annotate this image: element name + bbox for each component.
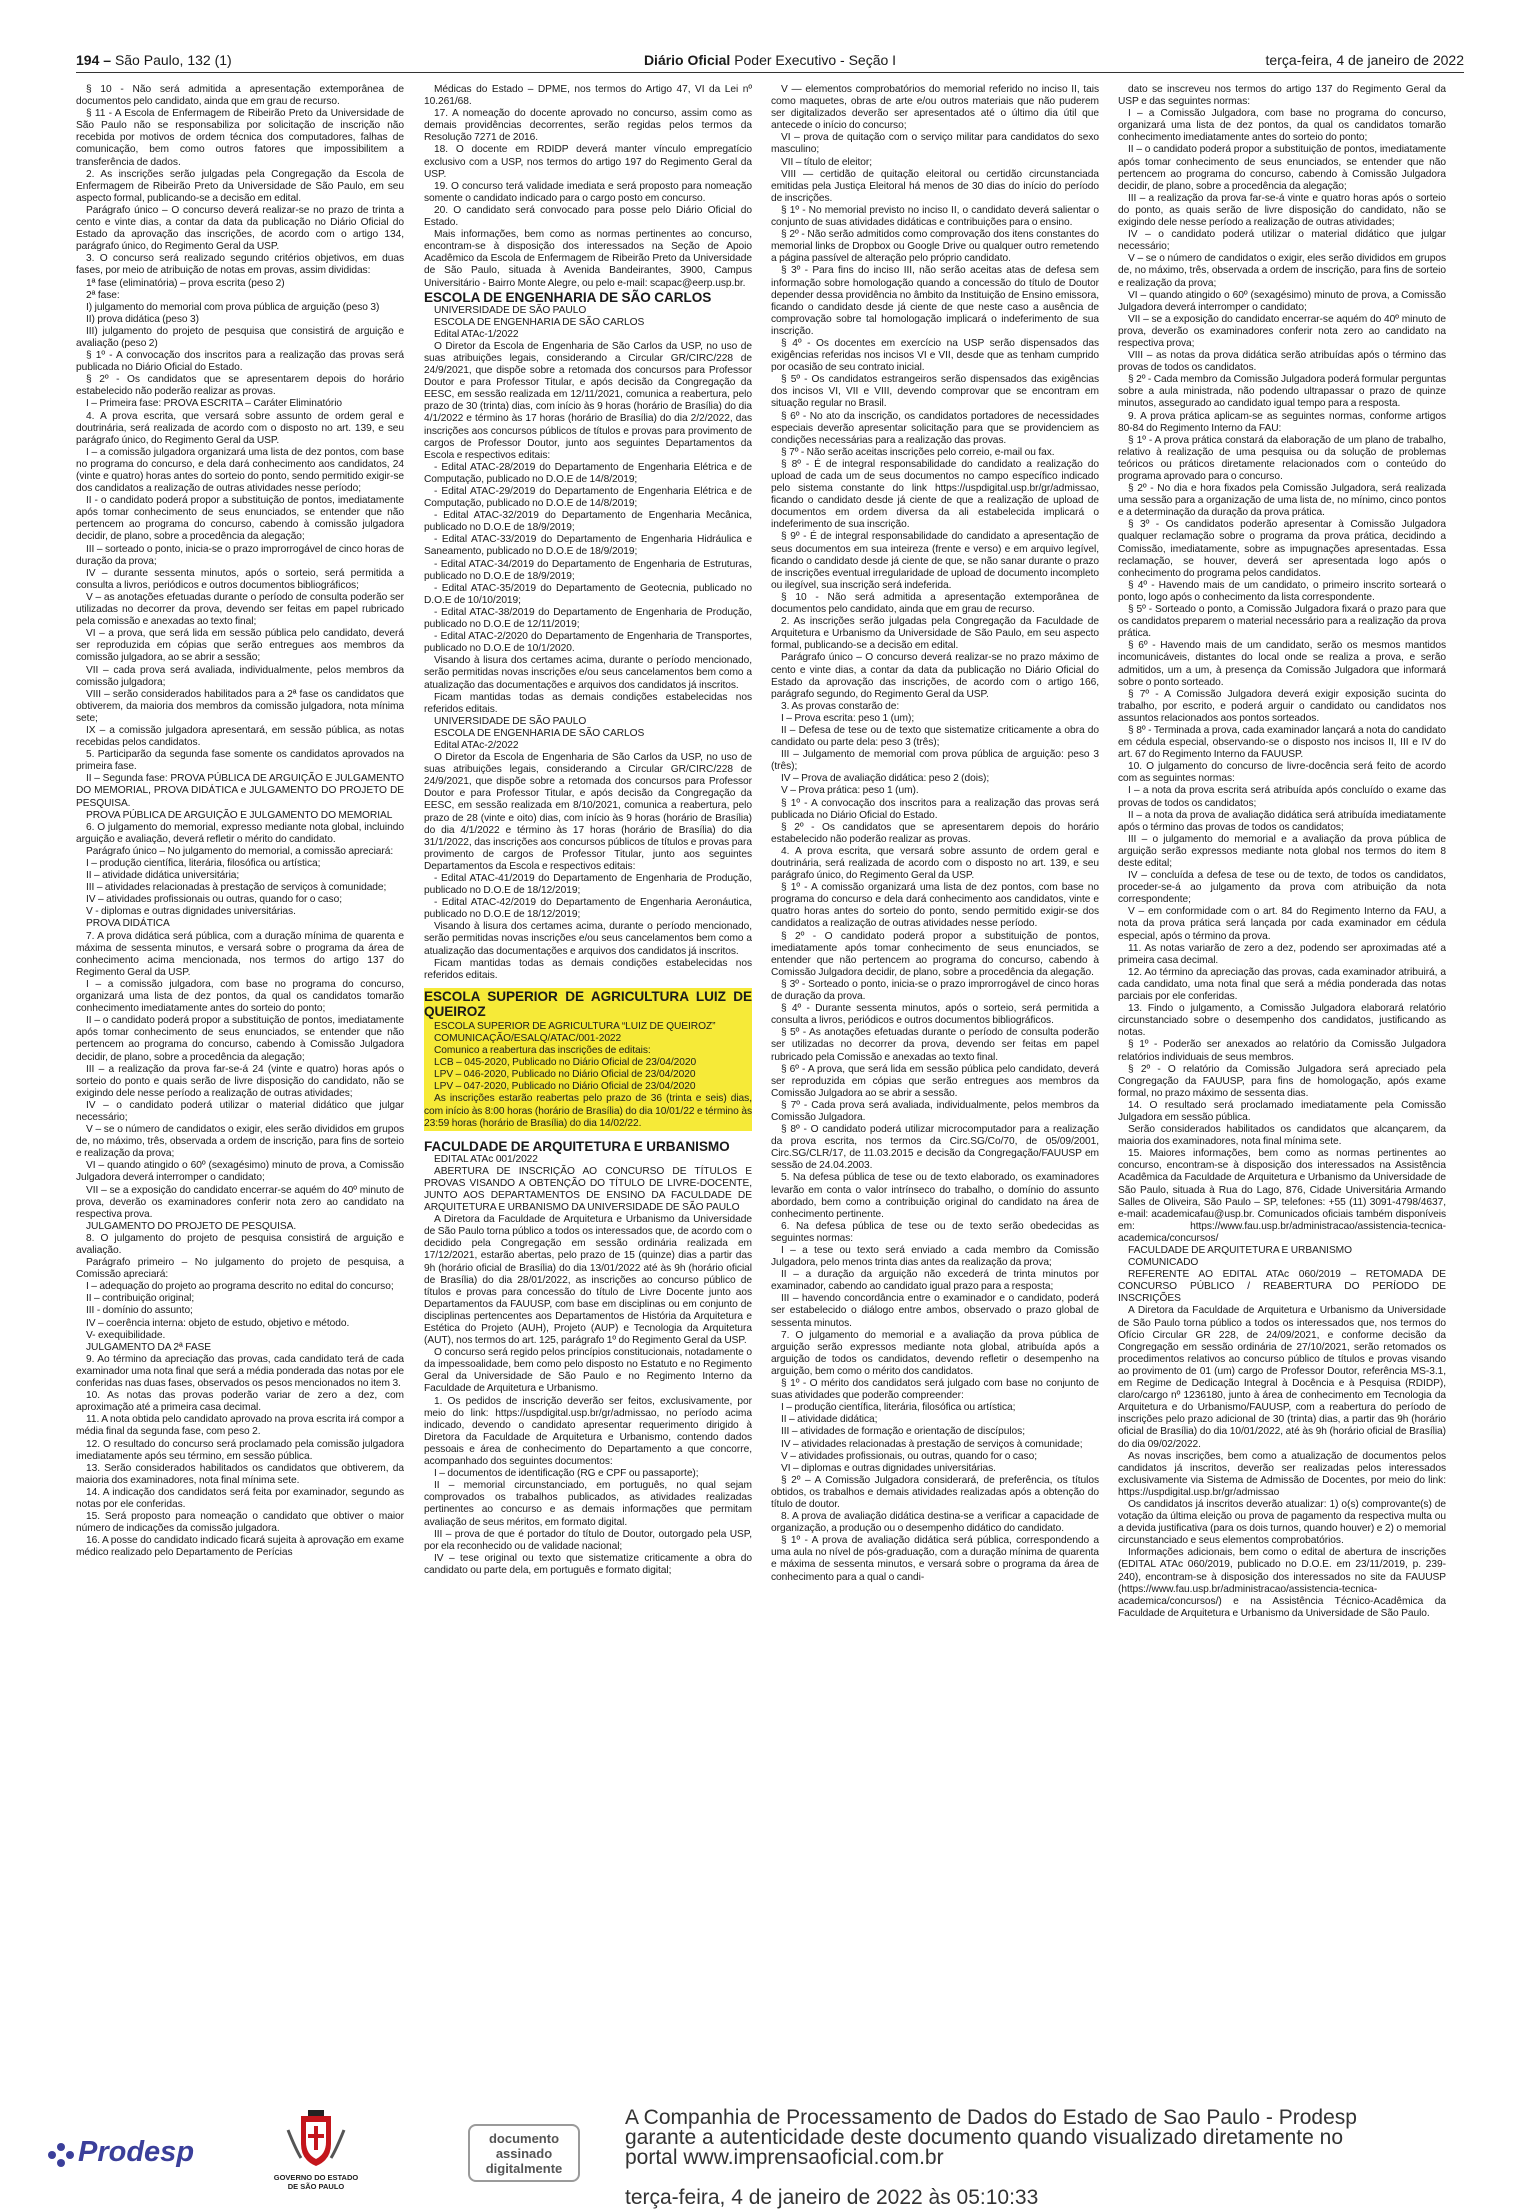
paragraph: I – a Comissão Julgadora, com base no programa do concurso, organizará uma lista de dez pontos, da qual os candidatos tomarão conhecimento imediatamente antes do sorteio do ponto; (1118, 108, 1446, 144)
paragraph: 11. A nota obtida pelo candidato aprovado na prova escrita irá compor a média final da segunda fase, com peso 2. (76, 1414, 404, 1438)
paragraph: FACULDADE DE ARQUITETURA E URBANISMO (1128, 1245, 1352, 1256)
paragraph: I – documentos de identificação (RG e CPF ou passaporte); (434, 1468, 699, 1480)
highlighted-line: As inscrições estarão reabertas pelo prazo de 36 (trinta e seis) dias, com início às 8:00 horas (horário de Brasília) do dia 10/01/22 e término às 23:59 horas (horário de Brasília) do dia 14/02/22. (424, 1093, 752, 1129)
paragraph: I – produção científica, literária, filosófica ou artística; (86, 858, 321, 869)
paragraph: § 11 - A Escola de Enfermagem de Ribeirão Preto da Universidade de São Paulo não se responsabiliza por solicitação de inscrição não recebida por motivos de ordem técnica dos computadores, falhas de comunicação, bem como outros fatores que impossibilitem a transferência de dados. (76, 108, 404, 168)
paragraph: COMUNICADO (1128, 1257, 1199, 1269)
paragraph: Informações adicionais, bem como o edital de abertura de inscrições (EDITAL ATAc 060/2019, publicado no D.O.E. em 23/11/2019, p. 239-240), encontram-se à disposição dos interessados no site da FAUUSP (https://www.fau.usp.br/administracao/assistencia-tecnica-academica/concursos/) e na Assistência Técnico-Acadêmica da Faculdade de Arquitetura e Urbanismo da Universidade de São Paulo. (1118, 1547, 1446, 1619)
paragraph: JULGAMENTO DA 2ª FASE (86, 1341, 212, 1353)
paragraph: Médicas do Estado – DPME, nos termos do Artigo 47, VI da Lei nº 10.261/68. (424, 84, 752, 108)
paragraph: IV – atividades profissionais ou outras, quando for o caso; (86, 894, 342, 906)
paragraph: I – a comissão julgadora, com base no programa do concurso, organizará uma lista de dez pontos, da qual os candidatos tomarão conhecimento imediatamente antes do sorteio do ponto; (76, 978, 404, 1015)
paragraph: PROVA DIDÁTICA (86, 918, 170, 930)
paragraph: 4. A prova escrita, que versará sobre assunto de ordem geral e doutrinária, será realizada de acordo com o disposto no art. 139, e seu parágrafo único, do Regimento Geral da USP. (76, 410, 404, 446)
paragraph: § 8º - Terminada a prova, cada examinador lançará a nota do candidato em cédula especial, observando-se o disposto nos incisos II, III e IV do art. 67 do Regimento Interno da FAUUSP. (1118, 724, 1446, 761)
paragraph: § 5º - Sorteado o ponto, a Comissão Julgadora fixará o prazo para que os candidatos preparem o material necessário para a realização da prova prática. (1118, 604, 1446, 640)
paragraph: Parágrafo primeiro – No julgamento do projeto de pesquisa, a Comissão apreciará: (76, 1257, 404, 1281)
paragraph: I – Primeira fase: PROVA ESCRITA – Caráter Eliminatório (86, 398, 343, 410)
paragraph: 4. A prova escrita, que versará sobre assunto de ordem geral e doutrinária, será realizada de acordo com o disposto no art. 139, e seu parágrafo único, do Regimento Geral da USP. (771, 845, 1099, 882)
paragraph: V – em conformidade com o art. 84 do Regimento Interno da FAU, a nota da prova prática será lançada por cada examinador em cédula especial, após o término da prova. (1118, 906, 1446, 942)
paragraph: - Edital ATAC-34/2019 do Departamento de Engenharia de Estruturas, publicado no D.O.E de 18/9/2019; (424, 558, 752, 582)
paragraph: § 9º - É de integral responsabilidade do candidato a apresentação de seus documentos em sua inteireza (frente e verso) e em arquivo legível, ficando o candidato desde já ciente de que, se não sanar durante o prazo de inscrições eventual irregularidade de upload de documento incompleto ou ilegível, sua inscrição será indeferida. (771, 531, 1099, 591)
paragraph: V - diplomas e outras dignidades universitárias. (86, 906, 296, 918)
paragraph: VI – prova de quitação com o serviço militar para candidatos do sexo masculino; (771, 132, 1099, 156)
paragraph: Serão considerados habilitados os candidatos que alcançarem, da maioria dos examinadores, nota final mínima sete. (1118, 1124, 1446, 1148)
eesc-section (424, 290, 752, 982)
paragraph: 14. O resultado será proclamado imediatamente pela Comissão Julgadora em sessão pública. (1118, 1099, 1446, 1123)
esalq-body (424, 1021, 752, 1130)
paragraph: 5. Participarão da segunda fase somente os candidatos aprovados na primeira fase. (76, 749, 404, 773)
paragraph: ESCOLA DE ENGENHARIA DE SÃO CARLOS (434, 727, 645, 739)
paragraph: § 3º - Os candidatos poderão apresentar à Comissão Julgadora qualquer reclamação sobre o programa da prova prática, decidindo a Comissão, imediatamente, sobre as impugnações apresentadas. Essa reclamação, se houver, deverá ser apresentada logo após o conhecimento do programa pelos candidatos. (1118, 519, 1446, 579)
footer (0, 2090, 1522, 2210)
paragraph: § 1º - A prova de avaliação didática será pública, correspondendo a uma aula no nível de pós-graduação, com a duração mínima de quarenta e máxima de sessenta minutos, e versará sobre o programa da área de conhecimento para a qual o candi- (771, 1535, 1099, 1583)
paragraph: II – Defesa de tese ou de texto que sistematize criticamente a obra do candidato ou parte dela: peso 3 (três); (771, 724, 1099, 749)
highlighted-line: LCB – 045-2020, Publicado no Diário Oficial de 23/04/2020 (434, 1057, 697, 1069)
paragraph: § 1º - O mérito dos candidatos será julgado com base no conjunto de suas atividades que poderão compreender: (771, 1378, 1099, 1402)
paragraph: O Diretor da Escola de Engenharia de São Carlos da USP, no uso de suas atribuições legais, considerando a Circular GR/CIRC/228 de 24/9/2021, que dispõe sobre a retomada dos concursos para Professor Doutor e para Professor Titular, e após decisão da Congregação da EESC, em sessão realizada em 8/10/2021, comunica a reabertura, pelo prazo de 28 (vinte e oito) dias, com início às 9 horas (horário de Brasília) do dia 4/1/2022 e término às 17 horas (horário de Brasília) do dia 31/1/2022, das inscrições aos concursos públicos de títulos e provas para provimento de cargos de Professor Titular, junto aos seguintes Departamentos da Escola e respectivos editais: (424, 752, 752, 872)
paragraph: 18. O docente em RDIDP deverá manter vínculo empregatício exclusivo com a USP, nos termos do artigo 197 do Regimento Geral da USP. (424, 144, 752, 180)
paragraph: I) julgamento do memorial com prova pública de arguição (peso 3) (86, 301, 380, 313)
paragraph: VI – a prova, que será lida em sessão pública pelo candidato, deverá ser reproduzida em cópias que serão entregues aos membros da comissão julgadora, ao se abrir a sessão; (76, 628, 404, 664)
paragraph: 6. Na defesa pública de tese ou de texto serão obedecidas as seguintes normas: (771, 1220, 1099, 1244)
paragraph: dato se inscreveu nos termos do artigo 137 do Regimento Geral da USP e das seguintes normas: (1118, 84, 1446, 108)
paragraph: A Diretora da Faculdade de Arquitetura e Urbanismo da Universidade de São Paulo torna público a todos os interessados que, de acordo com o decidido pela Congregação em sessão ordinária realizada em 17/12/2021, estarão abertas, pelo prazo de 15 (quinze) dias a partir das 9h (horário oficial de Brasília) do dia 13/01/2022 até às 9h (horário oficial de Brasília) do dia 28/01/2022, as inscrições ao concurso público de títulos e provas para concessão do título de Livre Docente junto aos Departamentos da FAUUSP, com base em disciplinas ou em conjunto de disciplinas pertencentes aos Departamentos de História da Arquitetura e Estética do Projeto (AUH), Projeto (AUP) e Tecnologia da Arquitetura (AUT), nos termos do art. 125, parágrafo 1º do Regimento Geral da USP. (424, 1214, 752, 1347)
paragraph: 1ª fase (eliminatória) – prova escrita (peso 2) (86, 277, 285, 289)
paragraph: V – Prova prática: peso 1 (um). (781, 785, 919, 797)
paragraph: I – a nota da prova escrita será atribuída após concluído o exame das provas de todos os candidatos; (1118, 785, 1446, 809)
column-3 (771, 84, 1099, 1704)
paragraph: § 7º - A Comissão Julgadora deverá exigir exposição sucinta do trabalho, por escrito, e poderá arguir o candidato ou candidatos nos assuntos relacionados aos pontos sorteados. (1118, 688, 1446, 724)
column-4 (1118, 84, 1446, 1704)
paragraph: II) prova didática (peso 3) (86, 313, 199, 325)
paragraph: § 2º - Os candidatos que se apresentarem depois do horário estabelecido não poderão realizar as provas. (771, 821, 1099, 845)
paragraph: III) julgamento do projeto de pesquisa que consistirá de arguição e avaliação (peso 2) (76, 325, 404, 349)
esalq-title: ESCOLA SUPERIOR DE AGRICULTURA LUIZ DE QUEIROZ (424, 988, 752, 1019)
paragraph: V – se o número de candidatos o exigir, eles serão divididos em grupos de, no máximo, três, observada a ordem de inscrição, para fins de sorteio e realização da prova; (1118, 253, 1446, 289)
paragraph: II – atividade didática universitária; (86, 870, 240, 882)
paragraph: 5. Na defesa pública de tese ou de texto elaborado, os examinadores levarão em conta o valor intrínseco do trabalho, o domínio do assunto abordado, bem como a contribuição original do candidato na área de conhecimento pertinente. (771, 1172, 1099, 1220)
paragraph: § 1º - A convocação dos inscritos para a realização das provas será publicada no Diário Oficial do Estado. (771, 797, 1099, 821)
paragraph: A Diretora da Faculdade de Arquitetura e Urbanismo da Universidade de São Paulo torna público a todos os interessados que, nos termos do Ofício Circular GR 228, de 24/09/2021, e conforme decisão da Congregação em sessão ordinária de 27/10/2021, serão retomados os procedimentos relativos ao concurso público de títulos e provas visando ao provimento de 01 (um) cargo de Professor Doutor, referência MS-3.1, em Regime de Dedicação Integral à Docência e à Pesquisa (RDIDP), claro/cargo nº 1236180, junto à área de conhecimento em Tecnologia da Arquitetura e do Urbanismo/FAUUSP, com a reabertura do período de inscrições pelo prazo adicional de 30 (trinta) dias, a partir das 9h (horário oficial de Brasília) do dia 10/01/2022, até às 9h (horário oficial de Brasília) do dia 09/02/2022. (1118, 1305, 1446, 1450)
paragraph: § 8º - É de integral responsabilidade do candidato a realização do upload de cada um de seus documentos no campo específico indicado pelo sistema constante do link https://uspdigital.usp.br/gr/admissao, ficando o candidato desde já ciente de que a realização de upload de documentos em ordem diversa da ali estabelecida implicará o indeferimento de sua inscrição. (771, 458, 1099, 531)
paragraph: VIII – serão considerados habilitados para a 2ª fase os candidatos que obtiverem, da maioria dos membros da comissão julgadora, nota mínima sete; (76, 688, 404, 724)
paragraph: VII – título de eleitor; (781, 156, 873, 168)
paragraph: V – atividades profissionais, ou outras, quando for o caso; (781, 1450, 1037, 1462)
paragraph: I – adequação do projeto ao programa descrito no edital do concurso; (86, 1281, 394, 1293)
paragraph: 9. A prova prática aplicam-se as seguintes normas, conforme artigos 80-84 do Regimento Interno da FAU: (1118, 410, 1446, 434)
paragraph: ABERTURA DE INSCRIÇÃO AO CONCURSO DE TÍTULOS E PROVAS VISANDO A OBTENÇÃO DO TÍTULO DE LIVRE-DOCENTE, JUNTO AOS DEPARTAMENTOS DE ENSINO DA FACULDADE DE ARQUITETURA E URBANISMO DA UNIVERSIDADE DE SÃO PAULO (424, 1165, 752, 1214)
paragraph: 11. As notas variarão de zero a dez, podendo ser aproximadas até a primeira casa decimal. (1118, 942, 1446, 966)
paragraph: 14. A indicação dos candidatos será feita por examinador, segundo as notas por ele conferidas. (76, 1486, 404, 1510)
paragraph: 8. A prova de avaliação didática destina-se a verificar a capacidade de organização, a produção ou o desempenho didático do candidato. (771, 1511, 1099, 1535)
paragraph: § 1º - A convocação dos inscritos para a realização das provas será publicada no Diário Oficial do Estado. (76, 350, 404, 374)
state-coat-of-arms-icon (270, 2110, 362, 2172)
eesc-body (424, 305, 752, 982)
page-header (76, 52, 1464, 73)
paragraph: II - o candidato poderá propor a substituição de pontos, imediatamente após tomar conhecimento de seus enunciados, se entender que não pertencem ao programa do concurso, cabendo à comissão julgadora decidir, de plano, sobre a procedência da alegação; (76, 495, 404, 543)
paragraph: § 2º - O relatório da Comissão Julgadora será apreciado pela Congregação da FAUUSP, para fins de homologação, após exame formal, no prazo máximo de sessenta dias. (1118, 1063, 1446, 1099)
paragraph: Os candidatos já inscritos deverão atualizar: 1) o(s) comprovante(s) de votação da última eleição ou prova de pagamento da respectiva multa ou a devida justificativa (para os dois turnos, quando houver) e 2) o memorial circunstanciado e seus elementos comprobatórios. (1118, 1498, 1446, 1547)
paragraph: VI – quando atingido o 60º (sexagésimo) minuto de prova, a Comissão Julgadora deverá interromper o candidato; (1118, 289, 1446, 313)
paragraph: 13. Findo o julgamento, a Comissão Julgadora elaborará relatório circunstanciado sobre o desempenho dos candidatos, justificando as notas. (1118, 1003, 1446, 1039)
paragraph: Parágrafo único – No julgamento do memorial, a comissão apreciará: (86, 845, 394, 857)
paragraph: PROVA PÚBLICA DE ARGUIÇÃO E JULGAMENTO DO MEMORIAL (86, 809, 393, 821)
paragraph: 16. A posse do candidato indicado ficará sujeita à aprovação em exame médico realizado pelo Departamento de Perícias (76, 1535, 404, 1559)
paragraph: § 8º - O candidato poderá utilizar microcomputador para a realização da prova escrita, nos termos da Circ.SG/Co/70, de 05/09/2001, Circ.SG/CLR/17, de 11.03.2015 e decisão da Congregação/FAUUSP em sessão de 24.04.2003. (771, 1124, 1099, 1172)
paragraph: V — elementos comprobatórios do memorial referido no inciso II, tais como maquetes, obras de arte e/ou outros materiais que não puderem ser digitalizados deverão ser apresentados até o último dia útil que antecede o início do concurso; (771, 84, 1099, 132)
paragraph: III – a realização da prova far-se-á 24 (vinte e quatro) horas após o sorteio do ponto e quais serão de livre disposição do candidato, não se exigindo dele nesse período a realização de outras atividades; (76, 1063, 404, 1099)
publication-timestamp: terça-feira, 4 de janeiro de 2022 às 05:10:33 (625, 2186, 1039, 2209)
paragraph: IV – tese original ou texto que sistematize criticamente a obra do candidato ou parte dela, em português e formato digital; (424, 1552, 752, 1576)
paragraph: § 1º - A comissão organizará uma lista de dez pontos, com base no programa do concurso e dela dará conhecimento aos candidatos, vinte e quatro horas antes do sorteio do ponto, sendo permitido exigir-se dos candidatos a realização de outras atividades nesse período. (771, 882, 1099, 930)
paragraph: II – a duração da arguição não excederá de trinta minutos por examinador, cabendo ao candidato igual prazo para a resposta; (771, 1269, 1099, 1293)
paragraph: § 2º - Os candidatos que se apresentarem depois do horário estabelecido não poderão realizar as provas. (76, 374, 404, 398)
paragraph: II – atividade didática; (781, 1414, 878, 1426)
paragraph: - Edital ATAC-29/2019 do Departamento de Engenharia Elétrica e de Computação, publicado no D.O.E de 14/8/2019; (424, 486, 752, 510)
paragraph: 2. As inscrições serão julgadas pela Congregação da Escola de Enfermagem de Ribeirão Preto da Universidade de São Paulo, em seu aspecto formal, publicando-se a decisão em edital. (76, 168, 404, 204)
paragraph: IV – concluída a defesa de tese ou de texto, de todos os candidatos, proceder-se-á ao julgamento da prova com atribuição da nota correspondente; (1118, 870, 1446, 906)
paragraph: IX – a comissão julgadora apresentará, em sessão pública, as notas recebidas pelos candidatos. (76, 724, 404, 749)
paragraph: § 7º - Cada prova será avaliada, individualmente, pelos membros da Comissão Julgadora. (771, 1099, 1099, 1123)
paragraph: § 2º - O candidato poderá propor a substituição de pontos, imediatamente após tomar conhecimento de seus enunciados, se entender que não pertencem ao programa do concurso, cabendo à Comissão Julgadora decidir, de plano, sobre a procedência da alegação. (771, 930, 1099, 978)
paragraph: Ficam mantidas todas as demais condições estabelecidas nos referidos editais. (424, 957, 752, 981)
paragraph: § 2º - No dia e hora fixados pela Comissão Julgadora, será realizada uma sessão para a organização de uma lista de, no mínimo, cinco pontos e a determinação da duração da prova prática. (1118, 483, 1446, 519)
prodesp-mark-icon (44, 2138, 78, 2172)
paragraph: 3. O concurso será realizado segundo critérios objetivos, em duas fases, por meio de atribuição de notas em provas, assim divididas: (76, 253, 404, 277)
paragraph: IV – atividades relacionadas à prestação de serviços à comunidade; (781, 1438, 1083, 1450)
digitally-signed-stamp: documento assinado digitalmente (468, 2124, 580, 2182)
paragraph: 3. As provas constarão de: (781, 700, 900, 712)
paragraph: III – o julgamento do memorial e a avaliação da prova pública de arguição serão expressos mediante nota global nos termos do item 8 deste edital; (1118, 833, 1446, 869)
paragraph: 7. A prova didática será pública, com a duração mínima de quarenta e máxima de sessenta minutos, e versará sobre o programa da área de conhecimento acima mencionada, nos termos do artigo 137 do Regimento Geral da USP. (76, 930, 404, 978)
paragraph: I – a comissão julgadora organizará uma lista de dez pontos, com base no programa do concurso, e dela dará conhecimento aos candidatos, 24 (vinte e quatro) horas antes do sorteio do ponto, sendo permitido exigir-se dos candidatos a realização de outras atividades nesse período; (76, 446, 404, 495)
paragraph: - Edital ATAC-32/2019 do Departamento de Engenharia Mecânica, publicado no D.O.E de 18/9/2019; (424, 510, 752, 534)
paragraph: IV – coerência interna: objeto de estudo, objetivo e método. (86, 1317, 350, 1329)
paragraph: 1. Os pedidos de inscrição deverão ser feitos, exclusivamente, por meio do link: https://uspdigital.usp.br/gr/admissao, no período acima indicado, devendo o candidato apresentar requerimento dirigido à Diretora da Faculdade de Arquitetura e Urbanismo, contendo dados pessoais e área de conhecimento do Departamento a que concorre, acompanhado dos seguintes documentos: (424, 1395, 752, 1468)
paragraph: V – se o número de candidatos o exigir, eles serão divididos em grupos de, no máximo, três, observada a ordem de inscrição, para fins de sorteio e realização da prova; (76, 1124, 404, 1160)
edition-info: São Paulo, 132 (1) (114, 52, 232, 68)
paragraph: V – as anotações efetuadas durante o período de consulta poderão ser utilizadas no decorrer da prova, devendo ser feitas em papel rubricado pela comissão e anexadas ao texto final; (76, 591, 404, 628)
paragraph: § 1º - No memorial previsto no inciso II, o candidato deverá salientar o conjunto de suas atividades didáticas e contribuições para o ensino. (771, 204, 1099, 229)
journal-title (76, 52, 1464, 68)
paragraph: VI – quando atingido o 60º (sexagésimo) minuto de prova, a Comissão Julgadora deverá interromper o candidato; (76, 1160, 404, 1184)
paragraph: VIII – as notas da prova didática serão atribuídas após o término das provas de todos os candidatos. (1118, 350, 1446, 374)
prodesp-logo (44, 2136, 214, 2170)
paragraph: § 5º - As anotações efetuadas durante o período de consulta poderão ser utilizadas no decorrer da prova, devendo ser feitas em papel rubricado pela Comissão e anexadas ao texto final. (771, 1027, 1099, 1063)
paragraph: - Edital ATAC-35/2019 do Departamento de Geotecnia, publicado no D.O.E de 10/10/2019; (424, 582, 752, 606)
paragraph: UNIVERSIDADE DE SÃO PAULO (434, 715, 587, 727)
prodesp-wordmark: Prodesp (78, 2136, 195, 2168)
paragraph: I – Prova escrita: peso 1 (um); (781, 712, 915, 724)
paragraph: 15. Será proposto para nomeação o candidato que obtiver o maior número de indicações da comissão julgadora. (76, 1511, 404, 1535)
paragraph: § 7º - Não serão aceitas inscrições pelo correio, e-mail ou fax. (781, 446, 1055, 458)
paragraph: - Edital ATAC-42/2019 do Departamento de Engenharia Aeronáutica, publicado no D.O.E de 18/12/2019; (424, 897, 752, 921)
paragraph: VII – se a exposição do candidato encerrar-se aquém do 40º minuto de prova, deverão os examinadores conferir nota zero ao candidato na respectiva prova; (1118, 313, 1446, 349)
paragraph: 7. O julgamento do memorial e a avaliação da prova pública de arguição serão expressos mediante nota global, atribuída após a arguição de todos os candidatos, devendo refletir o desempenho na arguição, bem como o mérito dos candidatos. (771, 1329, 1099, 1377)
issue-date: terça-feira, 4 de janeiro de 2022 (1265, 52, 1464, 68)
paragraph: 9. Ao término da apreciação das provas, cada candidato terá de cada examinador uma nota final que será a média ponderada das notas por ele conferidas nas duas fases, observados os pesos mencionados no item 3. (76, 1353, 404, 1390)
paragraph: II – contribuição original; (86, 1293, 195, 1305)
paragraph: REFERENTE AO EDITAL ATAc 060/2019 – RETOMADA DE CONCURSO PÚBLICO / REABERTURA DO PERÍODO DE INSCRIÇÕES (1118, 1269, 1446, 1305)
paragraph: § 6º - No ato da inscrição, os candidatos portadores de necessidades especiais deverão apresentar solicitação para que se providenciem as condições necessárias para a realização das provas. (771, 410, 1099, 446)
highlighted-line: LPV – 047-2020, Publicado no Diário Oficial de 23/04/2020 (434, 1081, 696, 1093)
sp-state-seal (270, 2110, 362, 2200)
eesc-title: ESCOLA DE ENGENHARIA DE SÃO CARLOS (424, 289, 712, 305)
auth-line-1: A Companhia de Processamento de Dados do Estado de Sao Paulo - Prodesp (625, 2106, 1357, 2129)
column-2 (424, 84, 752, 1704)
paragraph: EDITAL ATAc 001/2022 (434, 1153, 538, 1165)
paragraph: 12. Ao término da apreciação das provas, cada examinador atribuirá, a cada candidato, uma nota final que será a média ponderada das notas parciais por ele conferidas. (1118, 966, 1446, 1003)
paragraph: 2. As inscrições serão julgadas pela Congregação da Faculdade de Arquitetura e Urbanismo da Universidade de São Paulo, em seu aspecto formal, publicando-se a decisão em edital. (771, 616, 1099, 652)
paragraph: 6. O julgamento do memorial, expresso mediante nota global, incluindo arguição e avaliação, deverá refletir o mérito do candidato. (76, 821, 404, 845)
paragraph: Parágrafo único – O concurso deverá realizar-se no prazo de trinta a cento e vinte dias, a contar da data da publicação no Diário Oficial do Estado da aprovação das inscrições, de acordo com o artigo 134, parágrafo único, do Regimento Geral da USP. (76, 204, 404, 253)
paragraph: VI – diplomas e outras dignidades universitárias. (781, 1462, 996, 1474)
paragraph: O Diretor da Escola de Engenharia de São Carlos da USP, no uso de suas atribuições legais, considerando a Circular GR/CIRC/228 de 24/9/2021, que dispõe sobre a retomada dos concursos para Professor Doutor e para Professor Titular, e após decisão da Congregação da EESC, em sessão realizada em 12/11/2021, comunica a reabertura, pelo prazo de 30 (trinta) dias, com início às 9 horas (horário de Brasília) do dia 4/1/2022 e término às 17 horas (horário de Brasília) do dia 2/2/2022, das inscrições aos concursos públicos de títulos e provas para provimento de cargos de Professor Doutor, junto aos seguintes Departamentos da Escola e respectivos editais: (424, 340, 752, 461)
paragraph: III – havendo concordância entre o examinador e o candidato, poderá ser estabelecido o diálogo entre ambos, observado o prazo global de sessenta minutos. (771, 1293, 1099, 1329)
esalq-highlighted-notice (424, 988, 752, 1131)
paragraph: 10. As notas das provas poderão variar de zero a dez, com aproximação até a primeira casa decimal. (76, 1390, 404, 1414)
paragraph: Visando à lisura dos certames acima, durante o período mencionado, serão permitidas novas inscrições e/ou seus cancelamentos bem como a atualização das documentações e arquivos dos candidatos já inscritos. (424, 921, 752, 957)
fau-body (424, 1154, 752, 1577)
auth-line-2: garante a autenticidade deste documento quando visualizado diretamente no (625, 2126, 1344, 2149)
paragraph: Ficam mantidas todas as demais condições estabelecidas nos referidos editais. (424, 691, 752, 715)
paragraph: JULGAMENTO DO PROJETO DE PESQUISA. (86, 1220, 297, 1232)
paragraph: IV – Prova de avaliação didática: peso 2 (dois); (781, 773, 990, 785)
paragraph: - Edital ATAC-28/2019 do Departamento de Engenharia Elétrica e de Computação, publicado no D.O.E de 14/8/2019; (424, 461, 752, 485)
paragraph: V- exequibilidade. (86, 1329, 166, 1341)
paragraph: UNIVERSIDADE DE SÃO PAULO (434, 304, 587, 316)
paragraph: § 1º - A prova prática constará da elaboração de um plano de trabalho, relativo à realização de uma pesquisa ou da solução de problemas teóricos ou práticos diretamente relacionados com o conteúdo do programa aprovado para o concurso. (1118, 434, 1446, 482)
page-number: 194 – (76, 52, 112, 68)
paragraph: § 2º – A Comissão Julgadora considerará, de preferência, os títulos obtidos, os trabalhos e demais atividades realizadas após a obtenção do título de doutor. (771, 1474, 1099, 1510)
journal-section: Poder Executivo - Seção I (734, 52, 897, 68)
paragraph: IV – o candidato poderá utilizar o material didático que julgar necessário; (1118, 229, 1446, 253)
paragraph: VII – cada prova será avaliada, individualmente, pelos membros da comissão julgadora; (76, 664, 404, 688)
paragraph: I – a tese ou texto será enviado a cada membro da Comissão Julgadora, pelo menos trinta dias antes da realização da prova; (771, 1245, 1099, 1269)
paragraph: II – o candidato poderá propor a substituição de pontos, imediatamente após tomar conhecimento de seus enunciados, se entender que não pertencem ao programa do concurso, cabendo à Comissão Julgadora decidir, de plano, sobre a procedência da alegação; (1118, 144, 1446, 192)
paragraph: § 4º - Os docentes em exercício na USP serão dispensados das exigências referidas nos incisos VI e VII, desde que as tenham cumprido por ocasião de seu contrato inicial. (771, 337, 1099, 374)
paragraph: § 1º - Poderão ser anexados ao relatório da Comissão Julgadora relatórios individuais de seus membros. (1118, 1039, 1446, 1063)
fau-title: FACULDADE DE ARQUITETURA E URBANISMO (424, 1138, 730, 1154)
paragraph: 19. O concurso terá validade imediata e será proposto para nomeação somente o candidato indicado para o cargo posto em concurso. (424, 180, 752, 204)
highlighted-line: LPV – 046-2020, Publicado no Diário Oficial de 23/04/2020 (434, 1069, 696, 1081)
paragraph: § 4º - Durante sessenta minutos, após o sorteio, será permitida a consulta a livros, periódicos e outros documentos bibliográficos. (771, 1003, 1099, 1027)
paragraph: § 4º - Havendo mais de um candidato, o primeiro inscrito sorteará o ponto, logo após o conhecimento da lista correspondente. (1118, 579, 1446, 603)
highlighted-line: COMUNICAÇÃO/ESALQ/ATAC/001-2022 (434, 1032, 622, 1044)
paragraph: II – memorial circunstanciado, em português, no qual sejam comprovados os trabalhos publicados, as atividades realizadas pertinentes ao concurso e as demais informações que permitam avaliação de seus méritos, em formato digital. (424, 1480, 752, 1528)
paragraph: VIII — certidão de quitação eleitoral ou certidão circunstanciada emitidas pela Justiça Eleitoral há menos de 30 dias do início do período de inscrições. (771, 168, 1099, 204)
paragraph: III – atividades de formação e orientação de discípulos; (781, 1426, 1025, 1438)
paragraph: 8. O julgamento do projeto de pesquisa consistirá de arguição e avaliação. (76, 1232, 404, 1256)
paragraph: II – o candidato poderá propor a substituição de pontos, imediatamente após tomar conhecimento de seus enunciados, se entender que não pertencem ao programa do concurso, cabendo à Comissão Julgadora decidir, de plano, sobre a procedência da alegação; (76, 1015, 404, 1063)
paragraph: § 10 - Não será admitida a apresentação extemporânea de documentos pelo candidato, ainda que em grau de recurso. (771, 591, 1099, 616)
authenticity-statement (625, 2108, 1522, 2168)
paragraph: - Edital ATAC-41/2019 do Departamento de Engenharia de Produção, publicado no D.O.E de 18/12/2019; (424, 873, 752, 897)
paragraph: § 5º - Os candidatos estrangeiros serão dispensados das exigências dos incisos VI, VII e VIII, devendo comprovar que se encontram em situação regular no Brasil. (771, 374, 1099, 410)
paragraph: Edital ATAc-1/2022 (434, 328, 519, 340)
paragraph: IV – durante sessenta minutos, após o sorteio, será permitida a consulta a livros, periódicos e outros documentos bibliográficos; (76, 567, 404, 591)
paragraph: II – a nota da prova de avaliação didática será atribuída imediatamente após o término das provas de todos os candidatos; (1118, 809, 1446, 833)
paragraph: III – prova de que é portador do título de Doutor, outorgado pela USP, por ela reconhecido ou de validade nacional; (424, 1528, 752, 1552)
paragraph: § 10 - Não será admitida a apresentação extemporânea de documentos pelo candidato, ainda que em grau de recurso. (76, 84, 404, 108)
paragraph: Parágrafo único – O concurso deverá realizar-se no prazo máximo de cento e vinte dias, a contar da data da publicação no Diário Oficial do Estado da aprovação das inscrições, de acordo com o artigo 166, parágrafo segundo, do Regimento Geral da USP. (771, 652, 1099, 700)
paragraph: - Edital ATAC-38/2019 do Departamento de Engenharia de Produção, publicado no D.O.E de 12/11/2019; (424, 606, 752, 631)
paragraph: ESCOLA DE ENGENHARIA DE SÃO CARLOS (434, 316, 645, 328)
paragraph: 10. O julgamento do concurso de livre-docência será feito de acordo com as seguintes normas: (1118, 761, 1446, 785)
paragraph: 20. O candidato será convocado para posse pelo Diário Oficial do Estado. (424, 204, 752, 229)
paragraph: III – a realização da prova far-se-á vinte e quatro horas após o sorteio do ponto, as quais serão de livre disposição do candidato, não se exigindo dele nesse período a realização de outras atividades; (1118, 192, 1446, 229)
paragraph: § 2º - Não serão admitidos como comprovação dos itens constantes do memorial links de Dropbox ou Google Drive ou qualquer outro remetendo a página passível de alteração pelo próprio candidato. (771, 229, 1099, 265)
paragraph: § 3º - Para fins do inciso III, não serão aceitas atas de defesa sem informação sobre homologação quando a concessão do título de Doutor depender dessa providência no âmbito da Instituição de Ensino emissora, ficando o candidato desde já ciente de que neste caso a ausência de comprovação sobre tal homologação implicará o indeferimento de sua inscrição. (771, 265, 1099, 337)
paragraph: Visando à lisura dos certames acima, durante o período mencionado, serão permitidas novas inscrições e/ou seus cancelamentos bem como a atualização das documentações e arquivos dos candidatos já inscritos. (424, 655, 752, 691)
paragraph: 2ª fase: (86, 289, 120, 301)
paragraph: § 2º - Cada membro da Comissão Julgadora poderá formular perguntas sobre a aula ministrada, não podendo ultrapassar o prazo de quinze minutos, assegurado ao candidato igual tempo para a resposta. (1118, 374, 1446, 410)
paragraph: - Edital ATAC-2/2020 do Departamento de Engenharia de Transportes, publicado no D.O.E de 10/1/2020. (424, 631, 752, 655)
paragraph: II – Segunda fase: PROVA PÚBLICA DE ARGUIÇÃO E JULGAMENTO DO MEMORIAL, PROVA DIDÁTICA e JULGAMENTO DO PROJETO DE PESQUISA. (76, 773, 404, 809)
paragraph: VII – se a exposição do candidato encerrar-se aquém do 40º minuto de prova, deverão os examinadores conferir nota zero ao candidato na respectiva prova. (76, 1184, 404, 1220)
auth-line-3: portal www.imprensaoficial.com.br (625, 2146, 944, 2169)
paragraph: - Edital ATAC-33/2019 do Departamento de Engenharia Hidráulica e Saneamento, publicado no D.O.E de 18/9/2019; (424, 534, 752, 558)
journal-name: Diário Oficial (643, 52, 731, 68)
paragraph: III – atividades relacionadas à prestação de serviços à comunidade; (86, 882, 387, 894)
highlighted-line: ESCOLA SUPERIOR DE AGRICULTURA “LUIZ DE QUEIROZ” (434, 1020, 716, 1032)
paragraph: 13. Serão considerados habilitados os candidatos que obtiverem, da maioria dos examinadores, nota final mínima sete. (76, 1462, 404, 1486)
paragraph: § 6º - A prova, que será lida em sessão pública pelo candidato, deverá ser reproduzida em cópias que serão entregues aos membros da Comissão Julgadora ao se abrir a sessão. (771, 1063, 1099, 1099)
paragraph: I – produção científica, literária, filosófica ou artística; (781, 1402, 1016, 1414)
paragraph: III – sorteado o ponto, inicia-se o prazo improrrogável de cinco horas de duração da prova; (76, 543, 404, 567)
paragraph: 17. A nomeação do docente aprovado no concurso, assim como as demais providências decorrentes, serão regidas pelos termos da Resolução 7271 de 2016. (424, 108, 752, 144)
highlighted-line: Comunico a reabertura das inscrições de editais: (434, 1045, 651, 1057)
paragraph: Mais informações, bem como as normas pertinentes ao concurso, encontram-se à disposição dos interessados na Seção de Apoio Acadêmico da Escola de Enfermagem de Ribeirão Preto da Universidade de São Paulo, situada à Avenida Bandeirantes, 3900, Campus Universitário - Bairro Monte Alegre, ou pelo e-mail: scapac@eerp.usp.br. (424, 229, 752, 289)
paragraph: 15. Maiores informações, bem como as normas pertinentes ao concurso, encontram-se à disposição dos interessados na Assistência Acadêmica da Faculdade de Arquitetura e Urbanismo da Universidade de São Paulo, situada à Rua do Lago, 876, Cidade Universitária Armando Salles de Oliveira, São Paulo – SP, telefones: +55 (11) 3091-4798/4637, e-mail: academicafau@usp.br. Comunicados oficiais também disponíveis em: https://www.fau.usp.br/administracao/assistencia-tecnica-academica/concursos/ (1118, 1148, 1446, 1244)
paragraph: As novas inscrições, bem como a atualização de documentos pelos candidatos já inscritos, deverão ser realizadas pelos interessados exclusivamente via Sistema de Admissão de Docentes, por meio do link: https://uspdigital.usp.br/gr/admissao (1118, 1450, 1446, 1498)
seal-caption: GOVERNO DO ESTADO DE SÃO PAULO (273, 2173, 359, 2191)
paragraph: § 6º - Havendo mais de um candidato, serão os mesmos mantidos incomunicáveis, distantes do local onde se realiza a prova, e serão admitidos, um a um, à presença da Comissão Julgadora que informará sobre o ponto sorteado. (1118, 640, 1446, 688)
paragraph: IV – o candidato poderá utilizar o material didático que julgar necessário; (76, 1099, 404, 1123)
column-1 (76, 84, 404, 1704)
paragraph: III - domínio do assunto; (86, 1305, 193, 1317)
paragraph: Edital ATAc-2/2022 (434, 739, 519, 751)
fau-section (424, 1139, 752, 1577)
eerp-edital-continuation (424, 84, 752, 290)
paragraph: III – Julgamento de memorial com prova pública de arguição: peso 3 (três); (771, 749, 1099, 773)
paragraph: 12. O resultado do concurso será proclamado pela comissão julgadora imediatamente após seu término, em sessão pública. (76, 1438, 404, 1462)
paragraph: O concurso será regido pelos princípios constitucionais, notadamente o da impessoalidade, bem como pelo disposto no Estatuto e no Regimento Geral da Universidade de São Paulo e no Regimento Interno da Faculdade de Arquitetura e Urbanismo. (424, 1347, 752, 1395)
paragraph: § 3º - Sorteado o ponto, inicia-se o prazo improrrogável de cinco horas de duração da prova. (771, 978, 1099, 1003)
